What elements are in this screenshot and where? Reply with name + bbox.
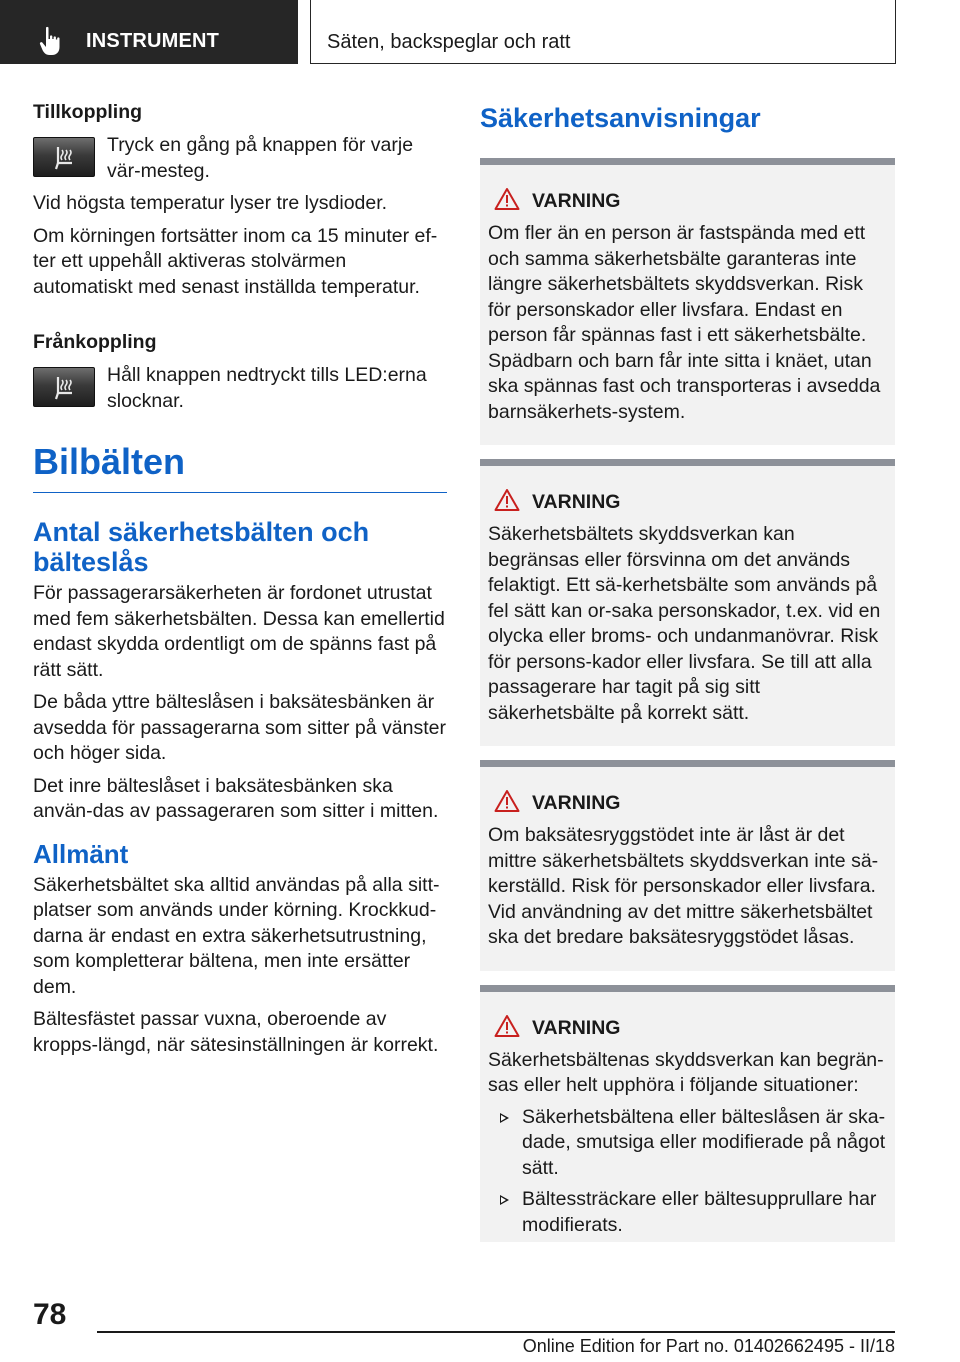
warning-box xyxy=(480,459,895,746)
switch-off-heading: Frånkoppling xyxy=(33,331,157,353)
warning-text: Säkerhetsbältenas skyddsverkan kan begrän‐sas eller helt upphöra i följande situationer: xyxy=(488,1048,884,1096)
right-column xyxy=(480,100,895,1256)
warning-label: VARNING xyxy=(532,1016,621,1039)
warning-label: VARNING xyxy=(532,792,621,814)
left-column xyxy=(33,100,447,1065)
warning-label: VARNING xyxy=(532,190,621,212)
bullet-text: Säkerhetsbältena eller bälteslåsen är ska‐dade, smutsiga eller modifierade på något sätt. xyxy=(522,1105,886,1179)
switch-on-text: Tryck en gång på knappen för varje vär‐mesteg. xyxy=(107,134,414,182)
warning-triangle-icon xyxy=(494,789,520,813)
edition-text: Online Edition for Part no. 01402662495 - II/18 xyxy=(522,1336,895,1356)
warning-box xyxy=(480,760,895,971)
warning-box xyxy=(480,985,895,1243)
warning-text: Om baksätesryggstödet inte är låst är det mittre säkerhetsbältets skyddsverkan inte sä‐kerställd. Risk för personskador eller livsfara. Vid användning av det mittre säkerhetsbältet ska det bredare baksätesryggstödet låsas. xyxy=(488,824,879,948)
page-number: 78 xyxy=(33,1298,67,1331)
section-label: INSTRUMENT xyxy=(86,30,220,52)
bullet-item xyxy=(488,1187,887,1238)
warning-header xyxy=(488,187,887,215)
chapter-heading: Bilbälten xyxy=(33,440,447,493)
warning-triangle-icon xyxy=(494,187,520,211)
switch-off-instruction xyxy=(33,363,447,414)
warning-triangle-icon xyxy=(494,1014,520,1038)
safety-heading: Säkerhetsanvisningar xyxy=(480,103,761,133)
chapter-tab xyxy=(310,0,896,64)
switch-on-instruction xyxy=(33,133,447,184)
warning-text: Säkerhetsbältets skyddsverkan kan begränsas eller försvinna om det används felaktigt. Ett sä‐kerhetsbälte som används på fel sätt kan or‐saka personskador, t.ex. vid en olycka eller broms- och undanmanövrar. Risk för persons‐kador eller livsfara. Se till att alla passagerare har tagit på sig sitt säkerhetsbälte på korrekt sätt. xyxy=(488,523,881,724)
paragraph: Det inre bälteslåset i baksätesbänken ska använ‐das av passageraren som sitter i mitten. xyxy=(33,774,439,822)
switch-on-heading: Tillkoppling xyxy=(33,101,143,123)
paragraph: Om körningen fortsätter inom ca 15 minuter ef‐ter ett uppehåll aktiveras stolvärmen automatiskt med senast inställda temperatur. xyxy=(33,224,438,298)
section-heading: Antal säkerhetsbälten och bälteslås xyxy=(33,517,370,577)
paragraph: För passagerarsäkerheten är fordonet utrustat med fem säkerhetsbälten. Dessa kan emellertid endast skydda ordentligt om de spänns fast på rätt sätt. xyxy=(33,582,445,681)
warning-triangle-icon xyxy=(494,488,520,512)
bullet-item xyxy=(488,1105,887,1182)
section-tab xyxy=(0,0,298,64)
subsection-heading: Allmänt xyxy=(33,838,129,869)
seat-heating-icon xyxy=(52,374,78,402)
footer-divider xyxy=(97,1331,895,1333)
seat-heating-button-image xyxy=(33,367,95,407)
warning-box xyxy=(480,158,895,445)
chapter-label: Säten, backspeglar och ratt xyxy=(327,31,571,53)
bullet-text: Bältessträckare eller bältesupprullare har modifierats. xyxy=(522,1188,877,1236)
paragraph: Vid högsta temperatur lyser tre lysdioder. xyxy=(33,192,388,214)
warning-label: VARNING xyxy=(532,491,621,513)
warning-header xyxy=(488,488,887,516)
bullet-triangle-icon xyxy=(500,1113,509,1123)
warning-header xyxy=(488,789,887,817)
seat-heating-button-image xyxy=(33,137,95,177)
page-header xyxy=(0,0,960,66)
switch-off-text: Håll knappen nedtryckt tills LED:erna slocknar. xyxy=(107,364,427,412)
warning-header xyxy=(488,1014,887,1042)
pointing-hand-icon xyxy=(38,26,64,56)
paragraph: De båda yttre bälteslåsen i baksätesbänken är avsedda för passagerarna som sitter på vänster och höger sida. xyxy=(33,691,446,764)
seat-heating-icon xyxy=(52,144,78,172)
warning-text: Om fler än en person är fastspända med ett och samma säkerhetsbälte garanteras inte längre säkerhetsbältets skyddsverkan. Risk för personskador eller livsfara. Endast en person får spännas fast i ett säkerhetsbälte. Spädbarn och barn får inte sitta i knäet, utan ska spännas fast och transporteras i avsedda barnsäkerhets‐system. xyxy=(488,222,881,423)
bullet-triangle-icon xyxy=(500,1195,509,1205)
paragraph: Bältesfästet passar vuxna, oberoende av kropps‐längd, när sätesinställningen är korrekt. xyxy=(33,1008,439,1056)
paragraph: Säkerhetsbältet ska alltid användas på alla sitt‐platser som används under körning. Krockkud‐darna är endast en extra säkerhetsutrustning, som kompletterar bältena, men inte ersätter dem. xyxy=(33,873,440,998)
